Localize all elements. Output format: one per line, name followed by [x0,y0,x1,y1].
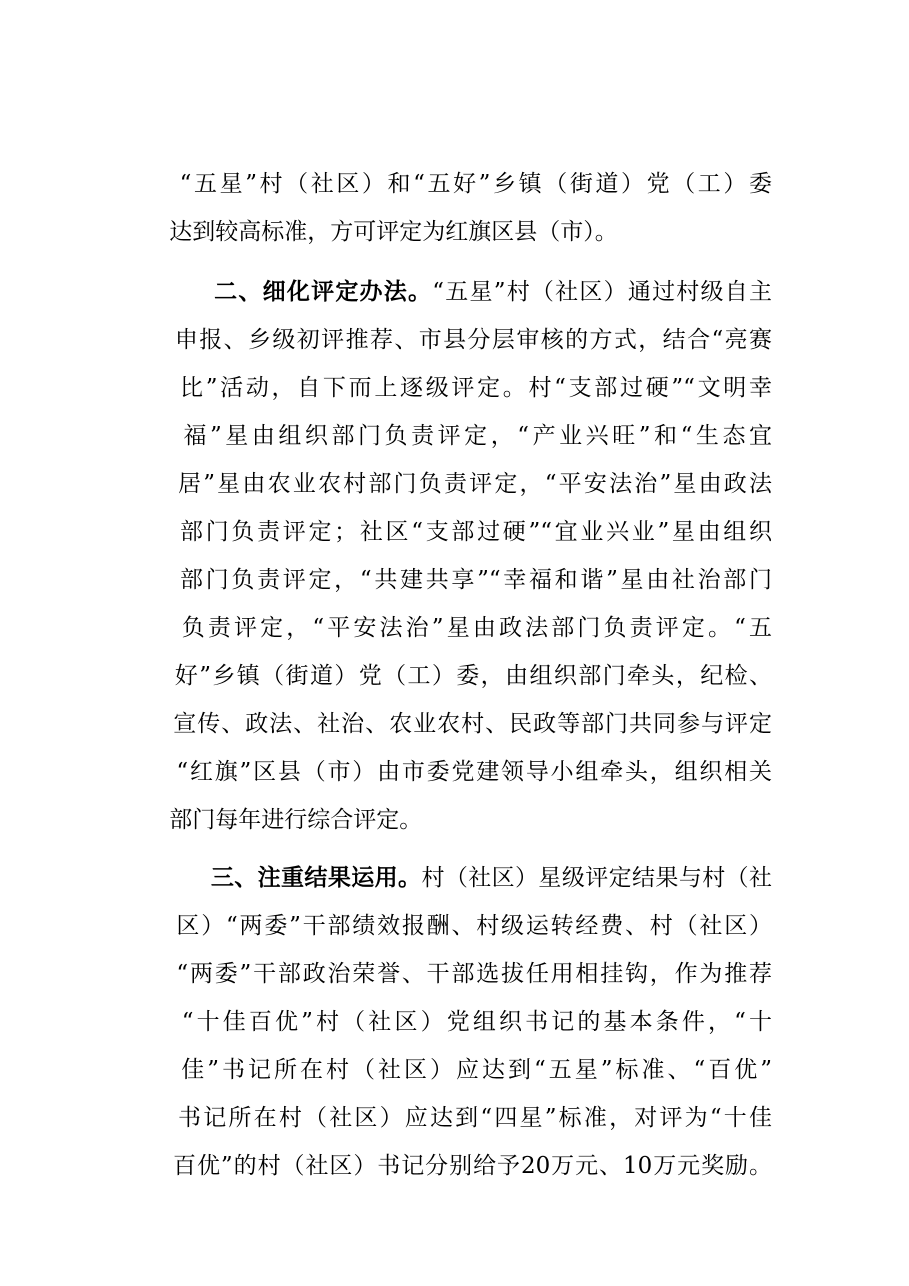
paragraph-line [140,962,772,1035]
section-heading-line [180,818,773,891]
line-text: 百优”的村（社区）书记分别给予20万元、10万元奖励。 [173,1153,772,1179]
line-text: 宣传、政法、社治、农业农村、民政等部门共同参与评定 [173,711,773,737]
line-text: 村（社区）星级评定结果与村（社 [421,865,773,891]
line-text: “五星”村（社区）和“五好”乡镇（街道）党（工）委 [179,171,772,197]
line-text: “十佳百优”村（社区）党组织书记的基本条件，“十 [181,1009,772,1035]
line-text: 福”星由组织部门负责评定，“产业兴旺”和“生态宜 [183,423,772,449]
paragraph-line [140,1010,773,1083]
paragraph-line [140,664,773,737]
paragraph-line [140,472,772,545]
line-text: 佳”书记所在村（社区）应达到“五星”标准、“百优” [181,1057,773,1083]
paragraph-line [140,914,772,987]
line-text: 部门负责评定；社区“支部过硬”“宜业兴业”星由组织 [180,519,772,545]
line-text: “红旗”区县（市）由市委党建领导小组牵头，组织相关 [176,759,772,785]
line-text: “两委”干部政治荣誉、干部选拔任用相挂钩，作为推荐 [176,961,772,987]
line-text: 区）“两委”干部绩效报酬、村级运转经费、村（社区） [176,913,772,939]
line-text: 负责评定，“平安法治”星由政法部门负责评定。“五 [181,615,772,641]
paragraph-line [140,520,772,593]
line-text: 比”活动，自下而上逐级评定。村“支部过硬”“文明幸 [180,375,772,401]
line-text: 部门负责评定，“共建共享”“幸福和谐”星由社治部门 [180,567,772,593]
line-text: 达到较高标准，方可评定为红旗区县（市）。 [169,219,618,245]
paragraph-line [140,280,773,353]
line-text: 部门每年进行综合评定。 [169,807,423,833]
section-heading: 二、细化评定办法。 [214,278,433,305]
line-text: 书记所在村（社区）应达到“四星”标准，对评为“十佳 [178,1105,772,1131]
paragraph-line [140,616,773,689]
paragraph-line [140,376,772,449]
line-text: 好”乡镇（街道）党（工）委，由组织部门牵头，纪检、 [174,663,773,689]
paragraph-line [140,172,772,245]
paragraph-line [140,1058,772,1131]
paragraph-line [140,760,772,833]
paragraph-line [140,712,772,785]
section-heading: 三、注重结果运用。 [210,864,422,891]
line-text: 申报、乡级初评推荐、市县分层审核的方式，结合“亮赛 [174,327,773,353]
section-heading-line [180,232,772,305]
paragraph-line [140,424,772,497]
line-text: “五星”村（社区）通过村级自主 [432,279,772,305]
paragraph-line [140,568,772,641]
paragraph-line [140,866,772,939]
paragraph-line [140,124,772,197]
paragraph-line [140,328,772,401]
line-text: 居”星由农业农村部门负责评定，“平安法治”星由政法 [178,471,772,497]
paragraph-line [140,1106,772,1179]
